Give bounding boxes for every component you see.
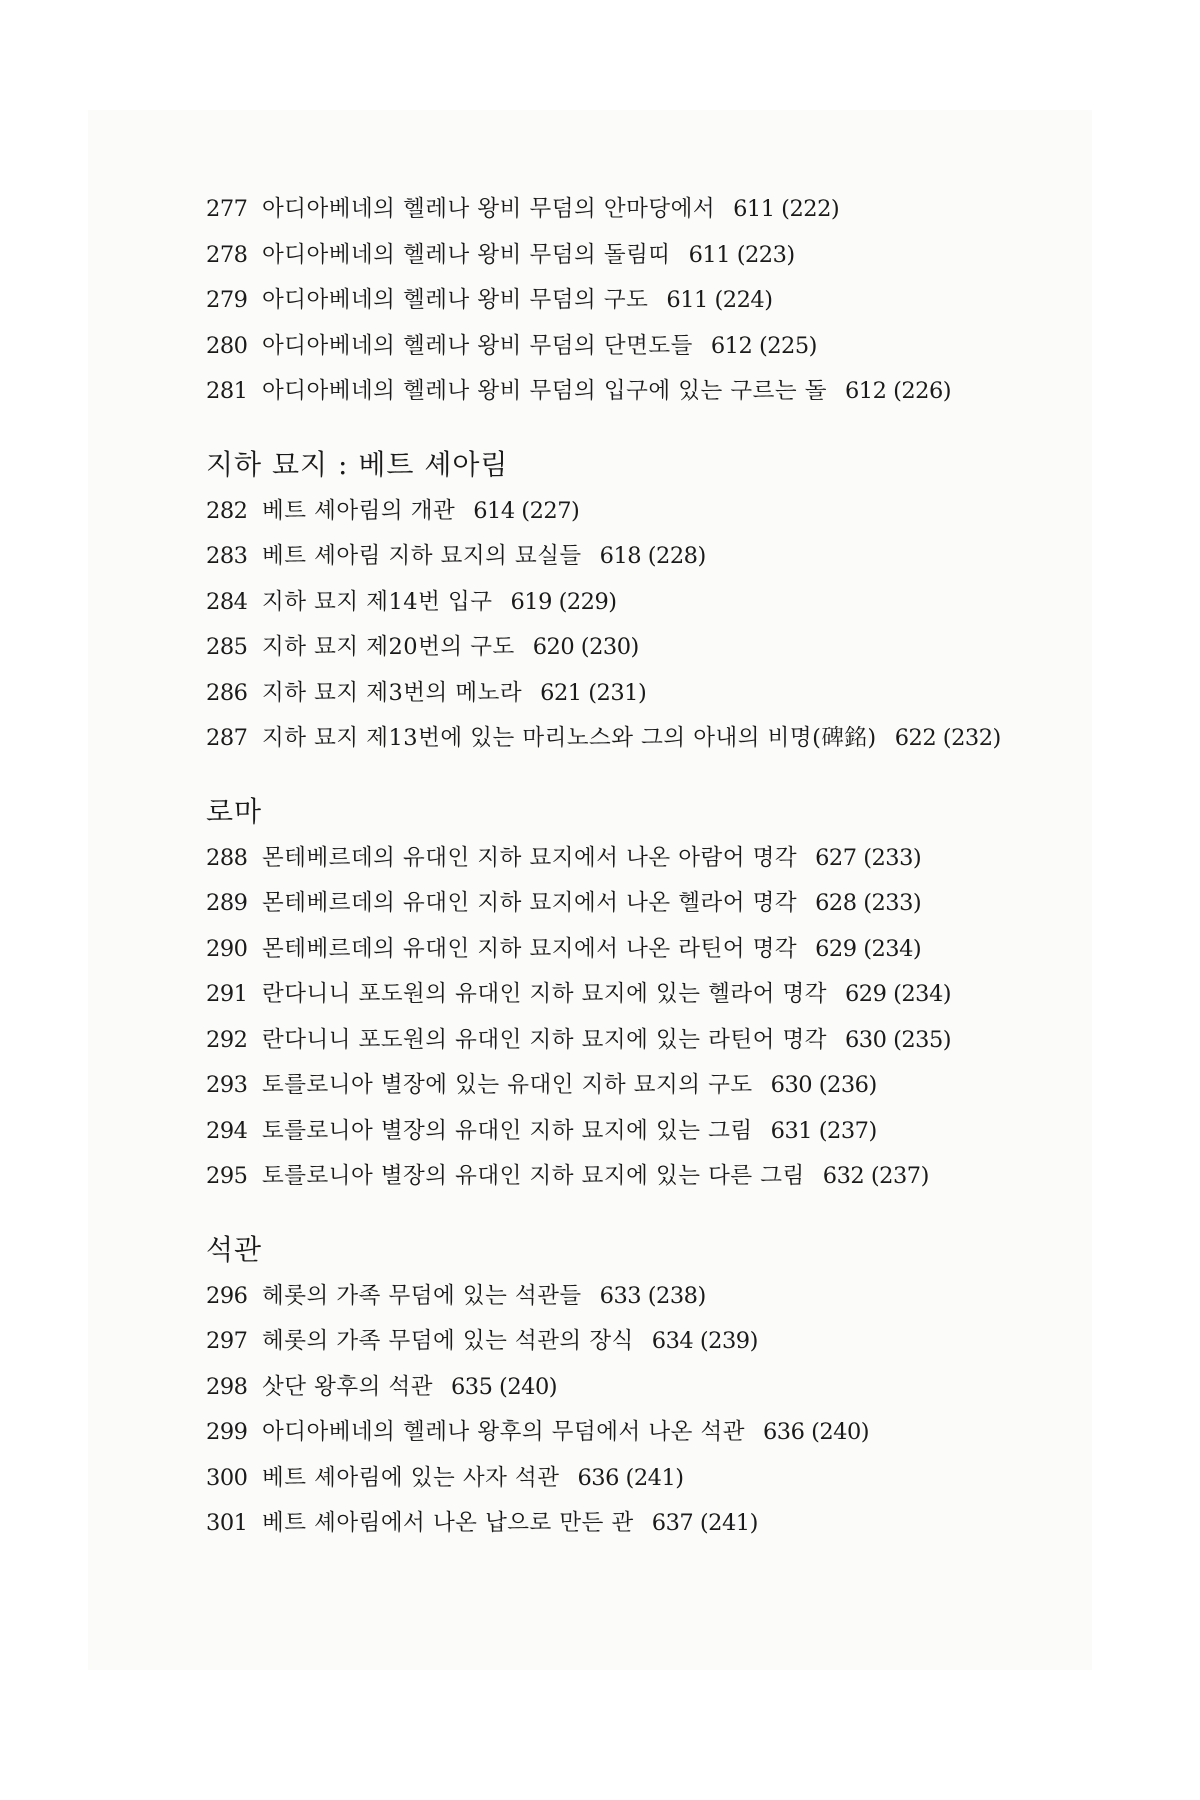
entry-number: 285 bbox=[206, 634, 248, 660]
entry-number: 299 bbox=[206, 1419, 248, 1445]
entry-number: 280 bbox=[206, 332, 248, 359]
list-entry bbox=[206, 1365, 1106, 1411]
entry-list bbox=[206, 1274, 1106, 1547]
list-entry bbox=[206, 836, 1106, 882]
list-entry bbox=[206, 1274, 1106, 1320]
list-entry bbox=[206, 625, 1106, 671]
list-entry bbox=[206, 1319, 1106, 1365]
entry-page: 635 (240) bbox=[450, 1373, 558, 1400]
entry-title: 삿단 왕후의 석관 bbox=[262, 1373, 433, 1400]
entry-page: 631 (237) bbox=[770, 1117, 877, 1144]
entry-page: 629 (234) bbox=[815, 935, 922, 962]
entry-number: 290 bbox=[206, 935, 248, 962]
entry-page: 619 (229) bbox=[510, 588, 617, 615]
list-entry bbox=[206, 1063, 1106, 1109]
entry-title: 아디아베네의 헬레나 왕비 무덤의 안마당에서 bbox=[262, 196, 716, 222]
entry-title: 지하 묘지 제20번의 구도 bbox=[262, 634, 515, 660]
entry-number: 284 bbox=[206, 588, 248, 615]
list-entry bbox=[206, 534, 1106, 580]
entry-number: 298 bbox=[206, 1373, 248, 1400]
list-entry bbox=[206, 927, 1106, 973]
entry-number: 295 bbox=[206, 1163, 248, 1189]
entry-page: 612 (225) bbox=[710, 332, 817, 359]
list-entry bbox=[206, 1109, 1106, 1155]
entry-number: 279 bbox=[206, 287, 248, 313]
list-entry bbox=[206, 233, 1106, 279]
entry-page: 618 (228) bbox=[599, 543, 706, 569]
section-heading: 지하 묘지 : 베트 셰아림 bbox=[206, 447, 509, 481]
entry-page: 634 (239) bbox=[651, 1328, 758, 1354]
entry-number: 287 bbox=[206, 725, 248, 751]
entry-number: 294 bbox=[206, 1117, 248, 1144]
entry-page: 630 (235) bbox=[844, 1026, 952, 1053]
entry-page: 636 (240) bbox=[762, 1419, 870, 1445]
entry-page: 627 (233) bbox=[815, 844, 922, 871]
entry-title: 지하 묘지 제3번의 메노라 bbox=[262, 679, 523, 706]
list-entry bbox=[206, 881, 1106, 927]
entry-page: 621 (231) bbox=[540, 679, 647, 706]
list-entry bbox=[206, 1018, 1106, 1064]
entry-title: 토를로니아 별장의 유대인 지하 묘지에 있는 그림 bbox=[262, 1117, 753, 1144]
entry-page: 632 (237) bbox=[822, 1163, 929, 1189]
entry-title: 지하 묘지 제13번에 있는 마리노스와 그의 아내의 비명(碑銘) bbox=[262, 725, 877, 751]
entry-number: 286 bbox=[206, 679, 248, 706]
entry-title: 몬테베르데의 유대인 지하 묘지에서 나온 아람어 명각 bbox=[262, 844, 798, 871]
list-entry bbox=[206, 1154, 1106, 1200]
list-entry bbox=[206, 187, 1106, 233]
list-entry bbox=[206, 324, 1106, 370]
entry-page: 633 (238) bbox=[599, 1282, 706, 1309]
entry-list bbox=[206, 489, 1106, 762]
entry-number: 300 bbox=[206, 1464, 248, 1491]
entry-number: 291 bbox=[206, 981, 248, 1007]
entry-title: 토를로니아 별장에 있는 유대인 지하 묘지의 구도 bbox=[262, 1072, 753, 1098]
entry-page: 629 (234) bbox=[844, 981, 952, 1007]
entry-page: 628 (233) bbox=[815, 890, 922, 916]
entry-number: 301 bbox=[206, 1510, 248, 1536]
entry-title: 아디아베네의 헬레나 왕비 무덤의 돌림띠 bbox=[262, 241, 671, 268]
entry-number: 282 bbox=[206, 497, 248, 524]
list-entry bbox=[206, 671, 1106, 717]
entry-title: 아디아베네의 헬레나 왕비 무덤의 구도 bbox=[262, 287, 649, 313]
entry-title: 아디아베네의 헬레나 왕후의 무덤에서 나온 석관 bbox=[262, 1419, 745, 1445]
entry-title: 란다니니 포도원의 유대인 지하 묘지에 있는 헬라어 명각 bbox=[262, 981, 827, 1007]
list-entry bbox=[206, 489, 1106, 535]
list-entry bbox=[206, 972, 1106, 1018]
entry-number: 292 bbox=[206, 1026, 248, 1053]
section-heading: 로마 bbox=[206, 794, 263, 828]
entry-list bbox=[206, 836, 1106, 1200]
section-heading: 석관 bbox=[206, 1232, 263, 1266]
list-entry bbox=[206, 1456, 1106, 1502]
list-entry bbox=[206, 278, 1106, 324]
entry-title: 몬테베르데의 유대인 지하 묘지에서 나온 헬라어 명각 bbox=[262, 890, 798, 916]
section-beth-shearim bbox=[206, 443, 1106, 762]
entry-page: 611 (223) bbox=[688, 241, 795, 268]
entry-page: 622 (232) bbox=[894, 725, 1001, 751]
list-entry bbox=[206, 716, 1106, 762]
entry-page: 637 (241) bbox=[651, 1510, 758, 1536]
entry-number: 283 bbox=[206, 543, 248, 569]
entry-number: 289 bbox=[206, 890, 248, 916]
entry-page: 620 (230) bbox=[532, 634, 639, 660]
entry-title: 베트 셰아림에서 나온 납으로 만든 관 bbox=[262, 1510, 634, 1536]
entry-title: 헤롯의 가족 무덤에 있는 석관들 bbox=[262, 1282, 582, 1309]
entry-title: 란다니니 포도원의 유대인 지하 묘지에 있는 라틴어 명각 bbox=[262, 1026, 827, 1053]
entry-page: 614 (227) bbox=[473, 497, 580, 524]
section-helena-tomb bbox=[206, 187, 1106, 415]
entry-number: 293 bbox=[206, 1072, 248, 1098]
list-entry bbox=[206, 369, 1106, 415]
entry-number: 297 bbox=[206, 1328, 248, 1354]
list-entry bbox=[206, 580, 1106, 626]
entry-number: 277 bbox=[206, 196, 248, 222]
figure-list bbox=[206, 187, 1106, 1547]
list-entry bbox=[206, 1410, 1106, 1456]
section-rome bbox=[206, 790, 1106, 1200]
entry-title: 지하 묘지 제14번 입구 bbox=[262, 588, 493, 615]
list-entry bbox=[206, 1501, 1106, 1547]
entry-title: 토를로니아 별장의 유대인 지하 묘지에 있는 다른 그림 bbox=[262, 1163, 805, 1189]
entry-title: 몬테베르데의 유대인 지하 묘지에서 나온 라틴어 명각 bbox=[262, 935, 798, 962]
entry-number: 296 bbox=[206, 1282, 248, 1309]
entry-title: 베트 셰아림 지하 묘지의 묘실들 bbox=[262, 543, 582, 569]
entry-title: 베트 셰아림의 개관 bbox=[262, 497, 456, 524]
entry-list bbox=[206, 187, 1106, 415]
entry-title: 베트 셰아림에 있는 사자 석관 bbox=[262, 1464, 560, 1491]
entry-page: 630 (236) bbox=[770, 1072, 877, 1098]
entry-title: 아디아베네의 헬레나 왕비 무덤의 단면도들 bbox=[262, 332, 693, 359]
entry-title: 아디아베네의 헬레나 왕비 무덤의 입구에 있는 구르는 돌 bbox=[262, 378, 827, 404]
entry-number: 288 bbox=[206, 844, 248, 871]
entry-page: 636 (241) bbox=[577, 1464, 684, 1491]
entry-page: 611 (224) bbox=[666, 287, 773, 313]
entry-page: 611 (222) bbox=[733, 196, 840, 222]
section-sarcophagi bbox=[206, 1228, 1106, 1547]
entry-number: 278 bbox=[206, 241, 248, 268]
entry-page: 612 (226) bbox=[844, 378, 952, 404]
entry-number: 281 bbox=[206, 378, 248, 404]
entry-title: 헤롯의 가족 무덤에 있는 석관의 장식 bbox=[262, 1328, 634, 1354]
